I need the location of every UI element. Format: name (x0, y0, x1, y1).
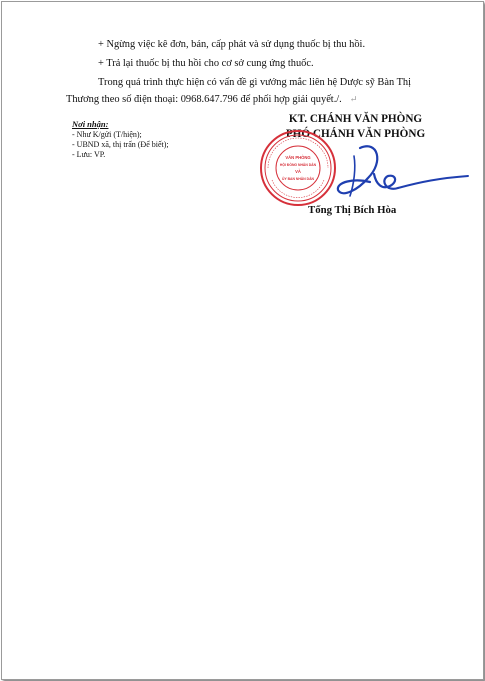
recipient-item: - UBND xã, thị trấn (Để biết); (72, 140, 169, 149)
body-line-contact-2 (66, 91, 357, 108)
signature-title-1: KT. CHÁNH VĂN PHÒNG (288, 113, 423, 125)
svg-text:HỘI ĐỒNG NHÂN DÂN: HỘI ĐỒNG NHÂN DÂN (279, 163, 317, 167)
svg-text:ỦY BAN NHÂN DÂN: ỦY BAN NHÂN DÂN (282, 177, 314, 181)
handwritten-signature-icon (280, 138, 470, 208)
recipient-item: - Lưu: VP. (72, 150, 106, 159)
paragraph-mark-icon: ↵ (349, 94, 358, 104)
contact-text-1: Trong quá trình thực hiện có vấn đề gì vướng mắc liên hệ Dược sỹ Bàn Thị (98, 77, 411, 88)
recipients-block (72, 119, 169, 160)
body-line-return-drug: + Trả lại thuốc bị thu hồi cho cơ sở cung ứng thuốc. (98, 58, 314, 69)
svg-text:VÀ: VÀ (295, 169, 301, 174)
recipients-heading: Nơi nhận: (72, 119, 109, 129)
signature-title-2: PHÓ CHÁNH VĂN PHÒNG (285, 128, 426, 140)
recipient-item: - Như K/gửi (T/hiện); (72, 130, 142, 139)
body-line-contact-1 (98, 75, 411, 91)
signer-name: Tống Thị Bích Hòa (308, 204, 397, 216)
svg-text:VĂN PHÒNG: VĂN PHÒNG (285, 155, 311, 160)
contact-text-2: Thương theo số điện thoại: 0968.647.796 để phối hợp giải quyết./. (66, 94, 342, 105)
body-line-stop-use: + Ngừng việc kê đơn, bán, cấp phát và sử dụng thuốc bị thu hồi. (98, 39, 366, 50)
